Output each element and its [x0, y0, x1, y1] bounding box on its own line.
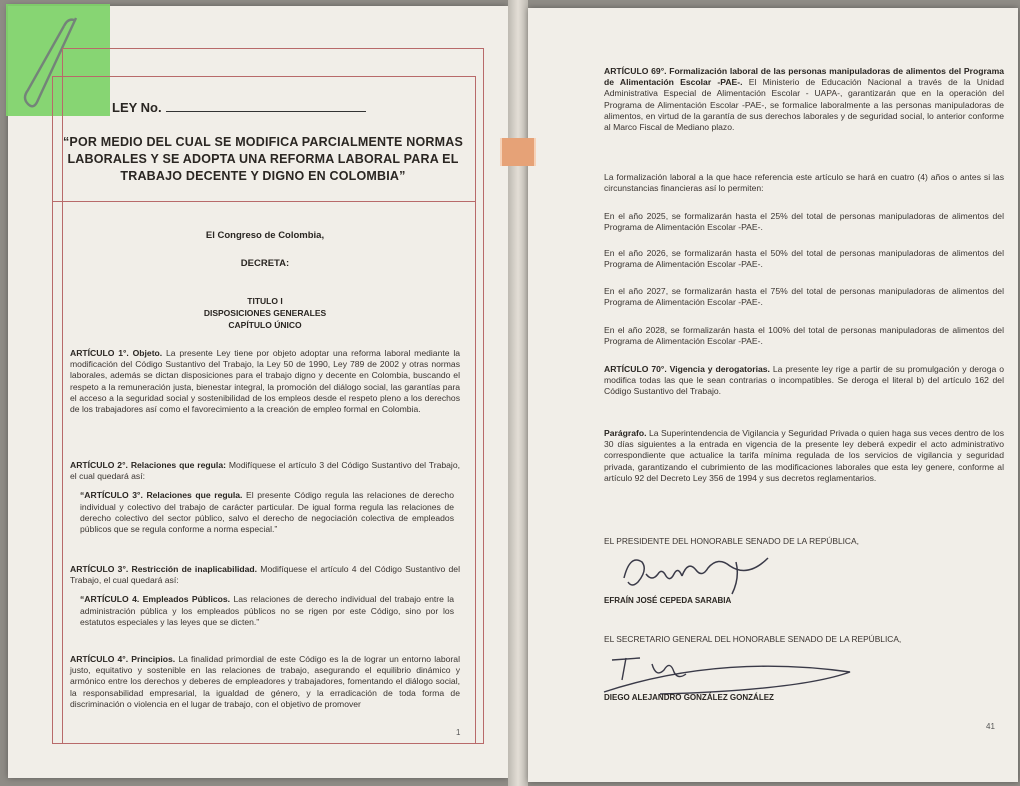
article-69	[604, 66, 1004, 133]
titulo-line: TITULO I	[247, 296, 283, 306]
page-tab-marker	[500, 138, 536, 166]
article-4-body: La finalidad primordial de este Código es la de lograr un entorno laboral justo, equitativo y sostenible en las relaciones de trabajo, asegurando el equilibrio dinámico y armónico entre los derechos y deberes de empleadores y trabajadores, fomentando el diálogo social, la responsabilidad empresarial, la igualdad de género, y la erradicación de toda forma de discriminación o violencia en el lugar de trabajo, con el objetivo de promover	[70, 654, 460, 709]
article-4-heading: ARTÍCULO 4°. Principios.	[70, 654, 176, 664]
right-page-number: 41	[986, 722, 995, 731]
article-2-heading: ARTÍCULO 2°. Relaciones que regula:	[70, 460, 226, 470]
disposiciones-line: DISPOSICIONES GENERALES	[203, 308, 327, 318]
president-label: EL PRESIDENTE DEL HONORABLE SENADO DE LA REPÚBLICA,	[604, 536, 859, 546]
law-title: “POR MEDIO DEL CUAL SE MODIFICA PARCIALMENTE NORMAS LABORALES Y SE ADOPTA UNA REFORMA LABORAL PARA EL TRABAJO DECENTE Y DIGNO EN COLOMBIA”	[62, 135, 464, 183]
president-signature	[618, 548, 778, 598]
paragrafo	[604, 428, 1004, 484]
article-69-body: El Ministerio de Educación Nacional a través de la Unidad Administrativa Especial de Alimentación Escolar - UAPA-, garantizarán que en la operación del Programa de Alimentación Escolar -PAE-, se formalice laboralmente a las personas manipuladoras de alimentos, en virtud de la garantía de sus derechos laborales y de seguridad social, lo anterior conforme al Marco Fiscal de Mediano plazo.	[604, 77, 1005, 133]
secretary-name: DIEGO ALEJANDRO GONZÁLEZ GONZÁLEZ	[604, 693, 774, 702]
decreta-line: DECRETA:	[240, 258, 290, 269]
paragrafo-heading: Parágrafo.	[604, 428, 647, 438]
article-70	[604, 364, 1004, 398]
left-page-number: 1	[456, 728, 461, 737]
article-69-heading: ARTÍCULO 69°. Formalización laboral de las personas manipuladoras de alimentos del Programa de Alimentación Escolar -PAE-.	[604, 66, 1004, 88]
congress-line: El Congreso de Colombia,	[205, 230, 325, 241]
president-name: EFRAÍN JOSÉ CEPEDA SARABIA	[604, 596, 732, 605]
paragrafo-body: La Superintendencia de Vigilancia y Seguridad Privada o quien haga sus veces dentro de los 30 días siguientes a la entrada en vigencia de la presente ley deberá expedir el acto administrativo correspondiente que actualice la tarifa mínima regulada de los servicios de vigilancia y seguridad privada, garantizando el cubrimiento de las modificaciones laborales que esta ley genere, conforme al artículo 92 del Decreto Ley 356 de 1994 y sus decretos reglamentarios.	[604, 428, 1005, 483]
article-2-body: Modifíquese el artículo 3 del Código Sustantivo del Trabajo, el cual quedará así:	[70, 460, 461, 482]
paragraph-year-2028: En el año 2028, se formalizarán hasta el 100% del total de personas manipuladoras de alimentos del Programa de Alimentación Escolar -PAE-.	[604, 325, 1004, 347]
paragraph-year-2027: En el año 2027, se formalizarán hasta el 75% del total de personas manipuladoras de alimentos del Programa de Alimentación Escolar -PAE-.	[604, 286, 1004, 308]
article-3-heading: ARTÍCULO 3°. Restricción de inaplicabilidad.	[70, 564, 258, 574]
article-2-quote-body: El presente Código regula las relaciones de derecho individual y colectivo del trabajo de carácter particular. De igual forma regula las relaciones de derecho colectivo del sector público, salvo el derecho de negociación colectiva de empleados públicos que se regula conforme a norma especial.”	[80, 490, 454, 535]
book-gutter	[508, 0, 528, 786]
article-2-quote-heading: “ARTÍCULO 3°. Relaciones que regula.	[80, 490, 243, 501]
article-1-body: La presente Ley tiene por objeto adoptar una reforma laboral mediante la modificación del Código Sustantivo del Trabajo, la Ley 50 de 1990, Ley 789 de 2002 y otras normas laborales, además se dictan disposiciones para el trabajo digno y decente en Colombia, buscando el respeto a la remuneración justa, bienestar integral, la promoción del diálogo social, las garantías para el acceso a la seguridad social y sostenibilidad de los empleos desde el respeto pleno a los derechos de los trabajadores así como el favorecimiento a la creación de empleo formal en Colombia.	[70, 348, 461, 415]
article-3-quote-body: Las relaciones de derecho individual del trabajo entre la administración pública y los empleados públicos no se rigen por este Código, sino por los estatutos especiales y las leyes que se dicten.”	[80, 594, 454, 627]
article-70-heading: ARTÍCULO 70°. Vigencia y derogatorias.	[604, 364, 770, 374]
article-70-body: La presente ley rige a partir de su promulgación y deroga o modifica todas las que le sean contrarias o incompatibles. Se deroga el literal b) del artículo 162 del Código Sustantivo del Trabajo.	[604, 364, 1004, 397]
article-3-quote-heading: “ARTÍCULO 4. Empleados Públicos.	[80, 594, 231, 605]
article-1-heading: ARTÍCULO 1°. Objeto.	[70, 348, 163, 358]
article-3-body: Modifíquese el artículo 4 del Código Sustantivo del Trabajo, el cual quedará así:	[70, 564, 460, 586]
right-page-border	[62, 48, 484, 744]
law-label: LEY No.	[112, 100, 162, 115]
capitulo-line: CAPÍTULO ÚNICO	[228, 320, 302, 330]
paragraph-year-2026: En el año 2026, se formalizarán hasta el 50% del total de personas manipuladoras de alimentos del Programa de Alimentación Escolar -PAE-.	[604, 248, 1004, 270]
paragraph-formalization: La formalización laboral a la que hace referencia este artículo se hará en cuatro (4) años o antes si las circunstancias financieras así lo permiten:	[604, 172, 1004, 194]
secretary-label: EL SECRETARIO GENERAL DEL HONORABLE SENADO DE LA REPÚBLICA,	[604, 634, 902, 644]
paragraph-year-2025: En el año 2025, se formalizarán hasta el 25% del total de personas manipuladoras de alimentos del Programa de Alimentación Escolar -PAE-.	[604, 211, 1004, 233]
